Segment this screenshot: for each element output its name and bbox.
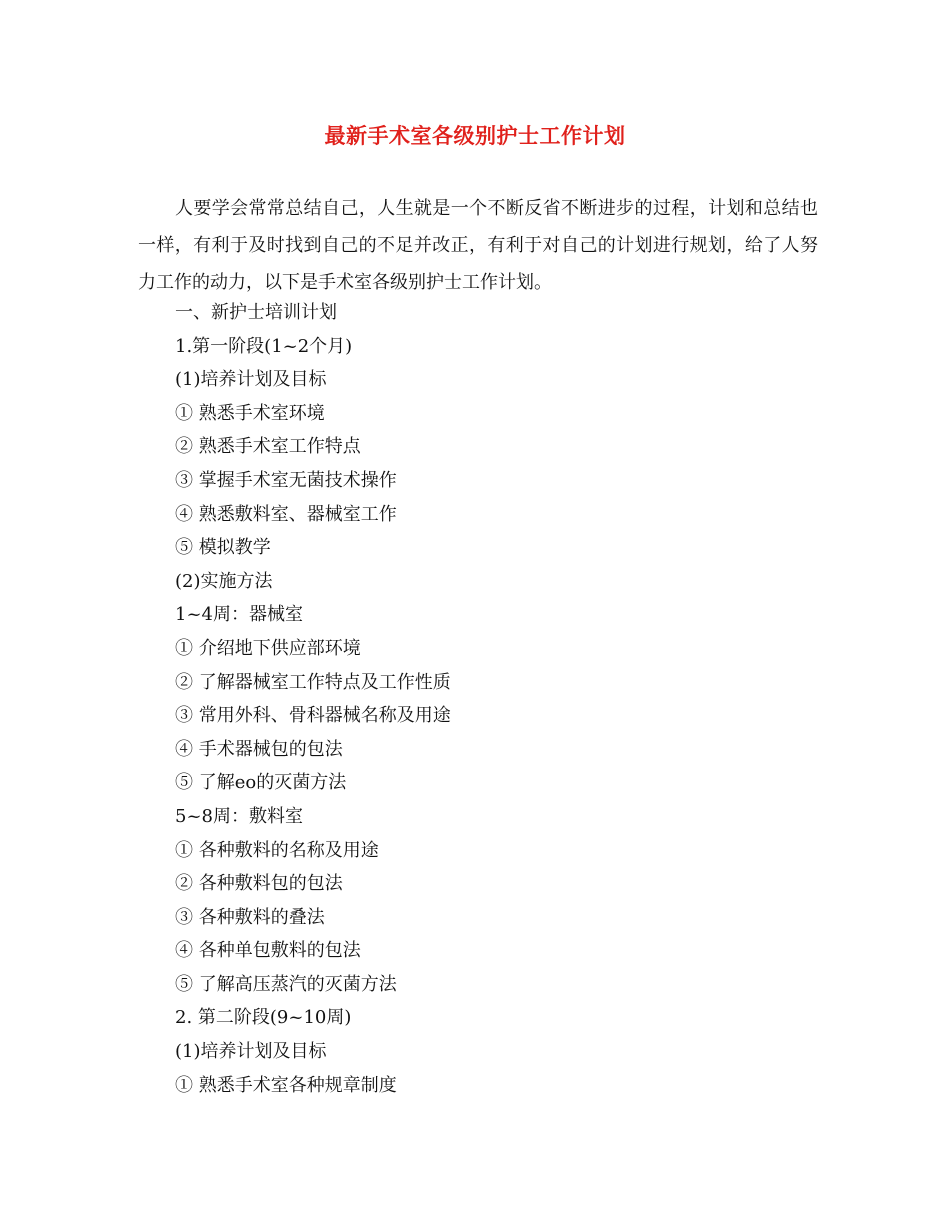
plan-outline bbox=[175, 296, 825, 1102]
list-item: ③ 掌握手术室无菌技术操作 bbox=[175, 469, 397, 491]
list-item: ③ 常用外科、骨科器械名称及用途 bbox=[175, 705, 451, 727]
section-heading: 一、新护士培训计划 bbox=[175, 302, 337, 323]
week-heading: 5~8周：敷料室 bbox=[175, 805, 303, 827]
list-item: ④ 手术器械包的包法 bbox=[175, 738, 343, 760]
list-item: ② 各种敷料包的包法 bbox=[175, 873, 343, 895]
list-item: ① 各种敷料的名称及用途 bbox=[175, 839, 379, 861]
subsection-heading: (1)培养计划及目标 bbox=[175, 1041, 327, 1063]
subsection-heading: (1)培养计划及目标 bbox=[175, 369, 327, 391]
list-item: ⑤ 了解eo的灭菌方法 bbox=[175, 772, 347, 794]
list-item: ③ 各种敷料的叠法 bbox=[175, 906, 325, 928]
list-item: ⑤ 模拟教学 bbox=[175, 537, 271, 559]
stage-heading: 1.第一阶段(1~2个月) bbox=[175, 335, 353, 357]
list-item: ① 介绍地下供应部环境 bbox=[175, 637, 361, 659]
list-item: ② 熟悉手术室工作特点 bbox=[175, 436, 361, 458]
list-item: ① 熟悉手术室各种规章制度 bbox=[175, 1074, 397, 1096]
list-item: ⑤ 了解高压蒸汽的灭菌方法 bbox=[175, 973, 397, 995]
intro-paragraph: 人要学会常常总结自己，人生就是一个不断反省不断进步的过程，计划和总结也一样，有利于及时找到自己的不足并改正，有利于对自己的计划进行规划，给了人努力工作的动力，以下是手术室各级别护士工作计划。 bbox=[138, 198, 818, 293]
list-item: ① 熟悉手术室环境 bbox=[175, 402, 325, 424]
stage-heading: 2. 第二阶段(9~10周) bbox=[175, 1007, 352, 1029]
list-item: ② 了解器械室工作特点及工作性质 bbox=[175, 671, 451, 693]
document-title: 最新手术室各级别护士工作计划 bbox=[324, 123, 626, 148]
list-item: ④ 熟悉敷料室、器械室工作 bbox=[175, 503, 397, 525]
list-item: ④ 各种单包敷料的包法 bbox=[175, 940, 361, 962]
week-heading: 1~4周：器械室 bbox=[175, 604, 303, 626]
subsection-heading: (2)实施方法 bbox=[175, 570, 273, 592]
